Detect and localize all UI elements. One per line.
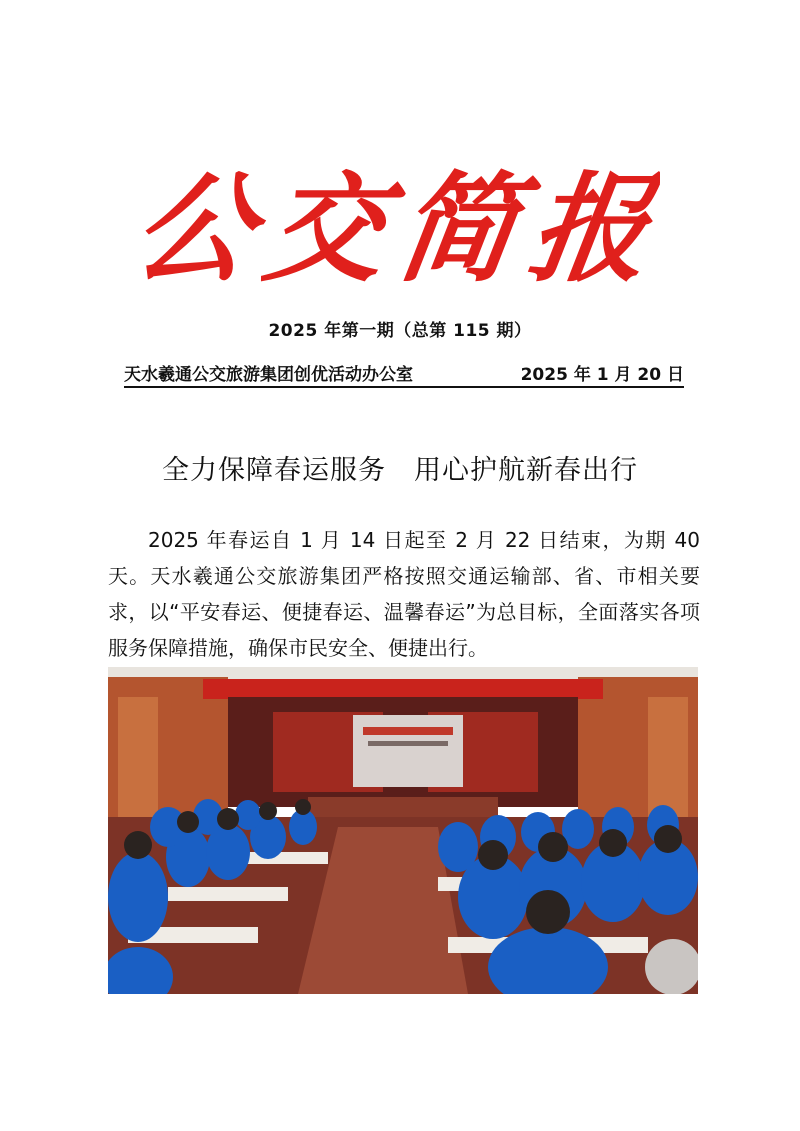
- article-headline: 全力保障春运服务 用心护航新春出行: [162, 455, 638, 486]
- meeting-photo: [108, 667, 698, 994]
- publisher-name: 天水羲通公交旅游集团创优活动办公室: [124, 365, 413, 385]
- masthead-logo-icon: [130, 150, 660, 310]
- publisher-line: [124, 358, 684, 388]
- issue-number: 2025 年第一期（总第 115 期）: [268, 321, 532, 341]
- masthead-calligraphy: [130, 150, 660, 310]
- masthead-title: 公交简报: [130, 159, 660, 298]
- publish-date: 2025 年 1 月 20 日: [520, 365, 684, 385]
- meeting-photo-icon: [108, 667, 698, 994]
- article-body: [108, 522, 700, 666]
- article-paragraph: 2025 年春运自 1 月 14 日起至 2 月 22 日结束，为期 40 天。天水羲通公交旅游集团严格按照交通运输部、省、市相关要求，以“平安春运、便捷春运、温馨春运”为总目标，全面落实各项服务保障措施，确保市民安全、便捷出行。: [108, 528, 700, 660]
